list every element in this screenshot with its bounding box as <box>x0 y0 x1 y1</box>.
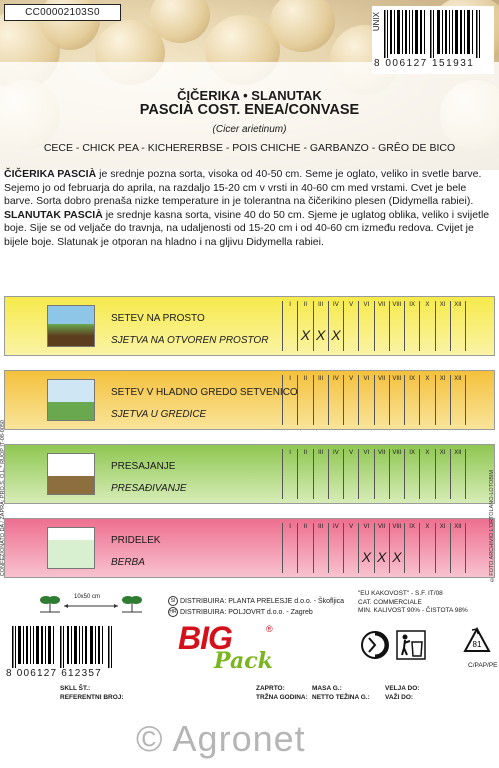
month-label: VI <box>363 524 370 530</box>
month-cell <box>313 449 328 499</box>
side-note-right: ©FOTO ARCHIVIO L'ORTOLANO-LOTOBIM <box>489 470 495 582</box>
month-mark: X <box>300 327 311 343</box>
month-grid <box>282 519 465 577</box>
month-cell <box>389 375 404 425</box>
distributor-text: DISTRIBUIRA: POLJOVRT d.o.o. - Zagreb <box>180 609 313 616</box>
month-label: XI <box>439 376 446 382</box>
calendar-row-label: PRESAJANJE <box>111 461 176 472</box>
month-grid <box>282 445 465 503</box>
month-label: X <box>425 302 430 308</box>
logo-pack: Pack <box>214 648 273 674</box>
eu-line-2: CAT. COMMERCIALE <box>358 598 422 606</box>
recycle-icon <box>460 626 494 660</box>
month-label: V <box>349 450 354 456</box>
distributors <box>168 596 344 618</box>
spacing-label: 10x50 cm <box>74 594 101 600</box>
month-label: III <box>318 376 324 382</box>
month-cell <box>450 523 465 573</box>
month-grid-end <box>465 523 466 573</box>
month-label: XI <box>439 302 446 308</box>
month-label: IX <box>409 302 415 308</box>
month-label: I <box>289 524 291 530</box>
distributor-line <box>168 607 344 618</box>
month-cell <box>389 449 404 499</box>
field-label: ZAPRTO: <box>256 685 285 692</box>
month-cell <box>343 375 358 425</box>
calendar-row-label: SETEV V HLADNO GREDO SETVENICO <box>111 387 298 398</box>
month-label: VII <box>377 524 386 530</box>
month-label: X <box>425 376 430 382</box>
field-label: REFERENTNI BROJ: <box>60 694 124 701</box>
latin-name: (Cicer arietinum) <box>212 124 287 135</box>
month-label: III <box>318 302 324 308</box>
month-label: II <box>303 376 308 382</box>
month-cell <box>389 523 404 573</box>
field-label: SKLL ŠT.: <box>60 685 91 692</box>
description-sl-bold: ČIČERIKA PASCIÀ <box>4 168 97 180</box>
calendar-row-sublabel: SJETVA NA OTVOREN PROSTOR <box>111 335 269 346</box>
month-label: IX <box>409 450 415 456</box>
month-cell <box>419 375 434 425</box>
distributor-text: DISTRIBUIRA: PLANTA PRELESJE d.o.o. - Škofljica <box>180 598 345 605</box>
tidy-man-icon <box>396 630 426 660</box>
month-cell <box>358 375 373 425</box>
month-label: IV <box>333 524 339 530</box>
month-cell <box>358 523 373 573</box>
barcode-bottom-number: 8 006127 612357 <box>6 668 102 679</box>
sowing-calendar <box>4 296 495 580</box>
month-cell <box>282 375 297 425</box>
month-cell <box>297 375 312 425</box>
month-cell <box>328 301 343 351</box>
month-label: II <box>303 302 308 308</box>
recycle-code: C/PAP/PE <box>468 662 498 669</box>
month-cell <box>435 523 450 573</box>
barcode-top-number: 8 006127 151931 <box>374 58 475 69</box>
month-cell <box>343 449 358 499</box>
product-code: CC00002103S0 <box>4 4 121 21</box>
month-grid-end <box>465 301 466 351</box>
month-label: XII <box>454 302 462 308</box>
month-cell <box>404 301 419 351</box>
transplant-icon <box>47 453 95 495</box>
month-label: VIII <box>392 302 402 308</box>
month-label: XI <box>439 524 446 530</box>
month-label: IV <box>333 302 339 308</box>
agronet-watermark: © Agronet <box>136 718 306 759</box>
month-cell <box>419 449 434 499</box>
distributor-line <box>168 596 344 607</box>
eu-line-1: "EU KAKOVOST" - S.F. IT/08 <box>358 590 443 597</box>
month-grid <box>282 297 465 355</box>
month-cell <box>282 301 297 351</box>
field-label: VAŽI DO: <box>385 694 414 701</box>
calendar-row <box>4 518 495 578</box>
description-hr <box>4 209 496 250</box>
month-cell <box>358 301 373 351</box>
month-cell <box>404 375 419 425</box>
calendar-row-label: PRIDELEK <box>111 535 161 546</box>
disposal-symbols <box>360 626 498 676</box>
month-label: XII <box>454 524 462 530</box>
side-note-left: CONFEZIONATO DA / ZAPRA: PRO.S. O.L.* RUOP IT-08-0050 <box>0 420 6 577</box>
month-label: III <box>318 450 324 456</box>
month-mark: X <box>331 327 341 343</box>
logo-registered: ® <box>266 624 273 634</box>
month-cell <box>313 375 328 425</box>
calendar-row-sublabel: BERBA <box>111 557 145 568</box>
sowing-field-icon <box>47 305 95 347</box>
month-label: V <box>349 376 354 382</box>
month-mark: X <box>392 549 402 565</box>
barcode-top <box>372 6 494 74</box>
month-cell <box>297 301 312 351</box>
month-cell <box>450 449 465 499</box>
month-grid <box>282 371 465 429</box>
month-label: VII <box>377 302 386 308</box>
month-label: VII <box>377 376 386 382</box>
spacing-diagram <box>36 592 152 618</box>
month-cell <box>313 301 328 351</box>
month-label: II <box>303 450 308 456</box>
calendar-row-label: SETEV NA PROSTO <box>111 313 205 324</box>
language-names: CECE - CHICK PEA - KICHERERBSE - POIS CHICHE - GARBANZO - GRÊO DE BICO <box>43 142 456 154</box>
month-cell <box>435 375 450 425</box>
title-line-1: ČIČERIKA • SLANUTAK <box>177 88 322 103</box>
month-cell <box>297 449 312 499</box>
month-cell <box>358 449 373 499</box>
month-label: XI <box>439 450 446 456</box>
big-pack-logo <box>178 620 290 682</box>
green-dot-icon <box>360 630 390 660</box>
barcode-bars-bottom <box>12 626 112 668</box>
description <box>4 168 496 250</box>
month-label: VI <box>363 376 370 382</box>
month-cell <box>374 375 389 425</box>
month-cell <box>374 301 389 351</box>
title-line-2: PASCIÀ COST. ENEA/CONVASE <box>139 102 360 118</box>
harvest-icon <box>47 527 95 569</box>
month-label: III <box>318 524 324 530</box>
month-cell <box>343 523 358 573</box>
month-label: X <box>425 524 430 530</box>
month-label: XII <box>454 450 462 456</box>
calendar-row <box>4 370 495 430</box>
barcode-bars-top <box>384 10 480 58</box>
field-label: MASA G.: <box>312 685 342 692</box>
month-label: V <box>349 302 354 308</box>
month-label: I <box>289 376 291 382</box>
month-label: VIII <box>392 376 402 382</box>
country-badge: SI <box>168 596 178 606</box>
calendar-row-sublabel: SJETVA U GREDICE <box>111 409 207 420</box>
month-cell <box>404 449 419 499</box>
month-cell <box>328 523 343 573</box>
month-label: I <box>289 302 291 308</box>
month-label: II <box>303 524 308 530</box>
month-label: VI <box>363 450 370 456</box>
eu-line-3: MIN. KALIVOST 90% - ČISTOTA 98% <box>358 607 468 614</box>
month-cell <box>450 375 465 425</box>
month-cell <box>404 523 419 573</box>
month-cell <box>282 449 297 499</box>
month-label: VI <box>363 302 370 308</box>
month-cell <box>282 523 297 573</box>
month-mark: X <box>376 549 387 565</box>
month-cell <box>435 301 450 351</box>
month-cell <box>435 449 450 499</box>
month-cell <box>419 301 434 351</box>
month-grid-end <box>465 375 466 425</box>
month-label: V <box>349 524 354 530</box>
month-label: XII <box>454 376 462 382</box>
field-label: NETTO TEŽINA G.: <box>312 694 370 701</box>
logo-big: BIG <box>178 620 232 656</box>
month-grid-end <box>465 449 466 499</box>
calendar-row <box>4 444 495 504</box>
month-mark: X <box>315 327 326 343</box>
month-cell <box>343 301 358 351</box>
description-hr-bold: SLANUTAK PASCIÀ <box>4 208 103 221</box>
month-cell <box>389 301 404 351</box>
calendar-row-sublabel: PRESAĐIVANJE <box>111 483 187 494</box>
calendar-row <box>4 296 495 356</box>
month-cell <box>313 523 328 573</box>
month-label: VIII <box>392 524 402 530</box>
month-cell <box>328 375 343 425</box>
month-cell <box>450 301 465 351</box>
month-label: IV <box>333 450 339 456</box>
description-sl <box>4 168 496 209</box>
eu-quality <box>358 590 468 616</box>
month-label: VIII <box>392 450 402 456</box>
month-label: IX <box>409 524 415 530</box>
month-label: IX <box>409 376 415 382</box>
greenhouse-icon <box>47 379 95 421</box>
month-cell <box>374 523 389 573</box>
month-mark: X <box>361 549 372 565</box>
month-label: I <box>289 450 291 456</box>
description-hr-text: je srednje kasna sorta, visine 40 do 50 cm. Sjeme je uglatog oblika, veliko i svijetle boje. Sije se od veljače do travnja, na udaljenosti od 15-20 cm i od 40-60 cm između redova. Cvijet je bijele boje. Slatunak je otporan na hladno i na gljivu Didymella rabiei. <box>4 208 490 248</box>
month-cell <box>328 449 343 499</box>
country-badge: HR <box>169 609 177 616</box>
barcode-bottom <box>6 624 118 680</box>
field-label: VELJA DO: <box>385 685 420 692</box>
description-sl-text: je srednje pozna sorta, visoka od 40-50 cm. Seme je oglato, veliko in svetle barve. Sejemo jo od februarja do aprila, na razdaljo 15-20 cm v vrsti in 40-60 cm med vrstami. Cvet je bele barve. Sorta dobro prenaša nizke temperature in je tolerantna na čičerikino plesen (Didymella rabiei). <box>4 168 482 208</box>
month-cell <box>419 523 434 573</box>
month-label: IV <box>333 376 339 382</box>
field-label: TRŽNA GODINA: <box>256 694 308 701</box>
month-cell <box>374 449 389 499</box>
month-label: VII <box>377 450 386 456</box>
unix-label: UNIX <box>372 12 381 32</box>
recycle-number: 81 <box>472 640 482 649</box>
month-cell <box>297 523 312 573</box>
month-label: X <box>425 450 430 456</box>
